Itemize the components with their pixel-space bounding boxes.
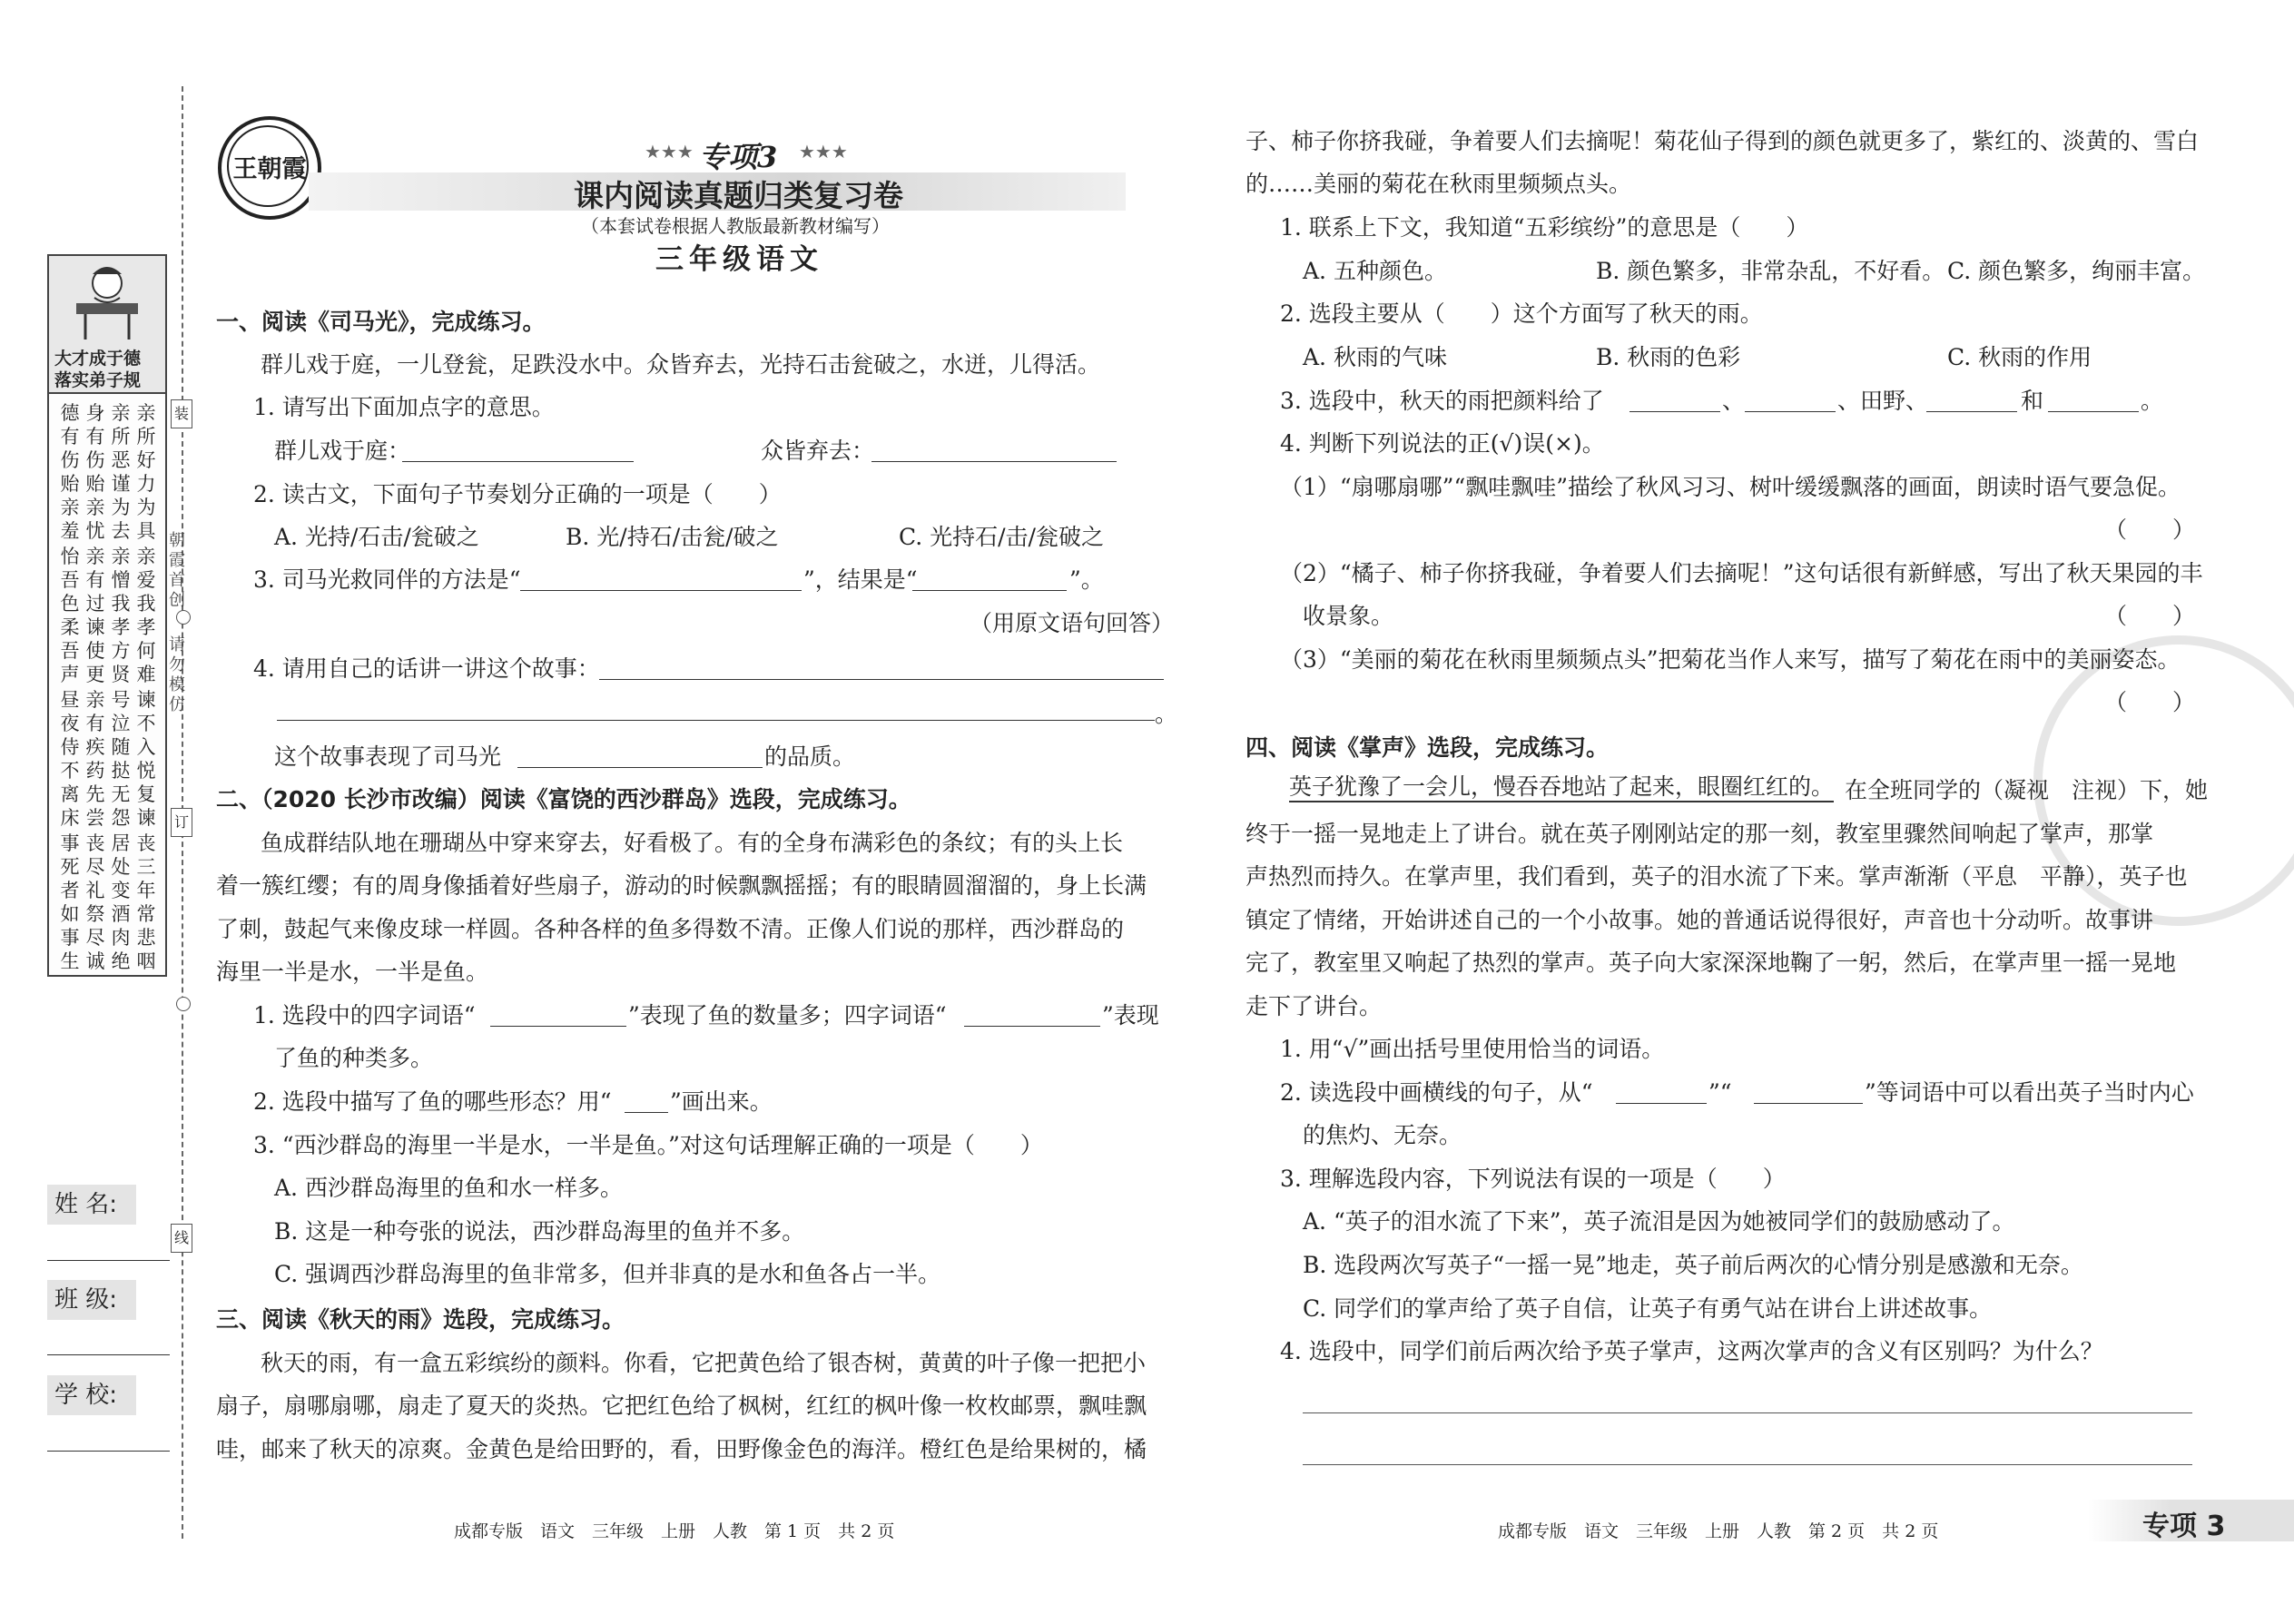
sidebar-column: 身有伤贻亲忧 — [85, 402, 105, 542]
s3-p1: 秋天的雨，有一盒五彩缤纷的颜料。你看，它把黄色给了银杏树，黄黄的叶子像一把把小 — [261, 1350, 1147, 1376]
sidebar-column: 昼夜侍不离床 — [60, 689, 80, 829]
r-s3-q3-sep3: 和 — [2021, 388, 2044, 414]
s2-p1: 鱼成群结队地在珊瑚丛中穿来穿去，好看极了。有的全身布满彩色的条纹；有的头上长 — [261, 830, 1124, 856]
sidebar-column: 事死者如事生 — [60, 832, 80, 972]
r-s3-q3-a: 3. 选段中，秋天的雨把颜料给了 — [1280, 388, 1604, 414]
s2-q1-answer-2[interactable] — [964, 1026, 1100, 1027]
r-s3-q4: 4. 判断下列说法的正(√)误(×)。 — [1280, 430, 1605, 457]
logo-text: 王朝霞 — [232, 155, 307, 183]
corner-badge: 专项 3 — [2142, 1511, 2226, 1542]
r-s3-q1-b: B. 颜色繁多，非常杂乱，不好看。 — [1596, 258, 1945, 284]
sidebar-column: 亲憎我孝方贤 — [111, 546, 131, 685]
sidebar-columns-box — [47, 392, 167, 977]
r-s3-q2-a: A. 秋雨的气味 — [1303, 344, 1447, 370]
right-footer: 成都专版 语文 三年级 上册 人教 第 2 页 共 2 页 — [1498, 1521, 1939, 1541]
binding-seal-1: 装 — [171, 399, 192, 428]
sidebar-column: 亲有疾药先尝 — [85, 689, 105, 829]
motto-line-2: 落实弟子规 — [54, 370, 142, 390]
s2-q2-a: 2. 选段中描写了鱼的哪些形态？用“ — [253, 1088, 612, 1115]
badge-stars-right: ★★★ — [799, 141, 848, 162]
r-s3-q4-2b: 收景象。 — [1303, 603, 1394, 629]
s2-q1-d: 了鱼的种类多。 — [274, 1045, 434, 1071]
s1-q3-p1: 3. 司马光救同伴的方法是“ — [253, 566, 521, 593]
s1-q2-c: C. 光持石/击/瓮破之 — [899, 524, 1104, 550]
r-s3-q3-sep1: 、 — [1722, 388, 1746, 414]
s1-q3-answer-2[interactable] — [912, 590, 1067, 591]
binding-dot-2 — [176, 997, 191, 1011]
left-footer: 成都专版 语文 三年级 上册 人教 第 1 页 共 2 页 — [454, 1521, 895, 1541]
s2-q3-b: B. 这是一种夸张的说法，西沙群岛海里的鱼并不多。 — [274, 1218, 805, 1245]
s1-q3-p2: ”，结果是“ — [803, 566, 918, 593]
sidebar-column: 丧尽礼祭尽诚 — [85, 832, 105, 972]
r-s4-p3: 声热烈而持久。在掌声里，我们看到，英子的泪水流了下来。掌声渐渐（平息 平静），英子也 — [1245, 863, 2188, 890]
r-s4-p4: 镇定了情绪，开始讲述自己的一个小故事。她的普通话说得很好，声音也十分动听。故事讲 — [1245, 907, 2154, 933]
r-s3-q3-blank-1[interactable] — [1629, 411, 1720, 412]
s1-q3-answer-1[interactable] — [520, 590, 802, 591]
r-s4-q2-d: 的焦灼、无奈。 — [1303, 1122, 1462, 1148]
s3-p2: 扇子，扇哪扇哪，扇走了夏天的炎热。它把红色给了枫树，红红的枫叶像一枚枚邮票，飘哇飘 — [216, 1393, 1147, 1419]
r-s4-p6: 走下了讲台。 — [1245, 993, 1383, 1019]
r-s4-p5: 完了，教室里又响起了热烈的掌声。英子向大家深深地鞠了一躬，然后，在掌声里一摇一晃地 — [1245, 950, 2177, 976]
name-field[interactable] — [47, 1260, 170, 1261]
s1-q4-tail-b: 的品质。 — [764, 743, 856, 770]
motto-line-1: 大才成于德 — [54, 349, 142, 369]
r-s4-q4: 4. 选段中，同学们前后两次给予英子掌声，这两次掌声的含义有区别吗？为什么？ — [1280, 1338, 2103, 1364]
grade-title: 三年级语文 — [655, 243, 823, 276]
s1-q4-answer-1[interactable] — [599, 679, 1164, 680]
s2-q1-a: 1. 选段中的四字词语“ — [253, 1002, 476, 1029]
r-p-cont2: 的……美丽的菊花在秋雨里频频点头。 — [1245, 171, 1632, 197]
r-s4-q3-b: B. 选段两次写英子“一摇一晃”地走，英子前后两次的心情分别是感激和无奈。 — [1303, 1252, 2083, 1278]
r-s3-q4-3-paren[interactable]: （ ） — [2104, 689, 2196, 715]
binding-seal-3: 线 — [171, 1224, 192, 1253]
class-label: 班 级: — [47, 1280, 136, 1320]
s2-q3-c: C. 强调西沙群岛海里的鱼非常多，但并非真的是水和鱼各占一半。 — [274, 1261, 941, 1287]
s1-q3-p3: ”。 — [1069, 566, 1104, 593]
s2-q2-b: ”画出来。 — [670, 1088, 773, 1115]
r-s4-q1: 1. 用“√”画出括号里使用恰当的词语。 — [1280, 1036, 1665, 1062]
r-s3-q4-1-paren[interactable]: （ ） — [2104, 517, 2196, 543]
s2-q3: 3. “西沙群岛的海里一半是水，一半是鱼。”对这句话理解正确的一项是（ ） — [253, 1132, 1043, 1158]
r-s4-q2-a: 2. 读选段中画横线的句子，从“ — [1280, 1079, 1593, 1106]
r-s3-q1: 1. 联系上下文，我知道“五彩缤纷”的意思是（ ） — [1280, 214, 1809, 241]
r-s4-q3-a: A. “英子的泪水流了下来”，英子流泪是因为她被同学们的鼓励感动了。 — [1303, 1208, 2015, 1235]
vertical-note-1: 朝霞首创 — [169, 531, 185, 610]
s1-text: 群儿戏于庭，一儿登瓮，足跌没水中。众皆弃去，光持石击瓮破之，水迸，儿得活。 — [261, 351, 1101, 378]
s1-q2-a: A. 光持/石击/瓮破之 — [274, 524, 479, 550]
s2-q2-underline-mark — [625, 1112, 668, 1113]
sidebar-column: 怡吾色柔吾声 — [60, 546, 80, 685]
s1-q4: 4. 请用自己的话讲一讲这个故事： — [253, 655, 600, 682]
r-s4-q4-answer-line-1[interactable] — [1303, 1412, 2192, 1413]
r-s4-p2: 终于一摇一晃地走上了讲台。就在英子刚刚站定的那一刻，教室里骤然间响起了掌声，那掌 — [1245, 821, 2154, 847]
s2-q1-b: ”表现了鱼的数量多；四字词语“ — [628, 1002, 947, 1029]
r-s3-q3-end: 。 — [2141, 388, 2164, 414]
r-s3-q4-2a: （2）“橘子、柿子你挤我碰，争着要人们去摘呢！”这句话很有新鲜感，写出了秋天果园的丰 — [1280, 560, 2203, 586]
sidebar-column: 亲爱我孝何难 — [136, 546, 156, 685]
section-4-title: 四、阅读《掌声》选段，完成练习。 — [1245, 734, 1610, 761]
r-s4-q4-answer-line-2[interactable] — [1303, 1464, 2192, 1465]
r-s3-q2: 2. 选段主要从（ ）这个方面写了秋天的雨。 — [1280, 300, 1763, 327]
logo-seal — [218, 116, 321, 220]
name-label: 姓 名: — [47, 1185, 136, 1225]
s1-q1-a: 群儿戏于庭： — [274, 438, 411, 464]
page-subtitle: （本套试卷根据人教版最新教材编写） — [581, 215, 890, 237]
r-s3-q3-blank-4[interactable] — [2048, 411, 2139, 412]
r-s4-q3: 3. 理解选段内容，下列说法有误的一项是（ ） — [1280, 1166, 1786, 1192]
s1-q2-b: B. 光/持石/击瓮/破之 — [566, 524, 779, 550]
r-s3-q4-3: （3）“美丽的菊花在秋雨里频频点头”把菊花当作人来写，描写了菊花在雨中的美丽姿态。 — [1280, 646, 2181, 673]
s1-q4-quality-answer[interactable] — [517, 767, 763, 768]
r-s3-q2-b: B. 秋雨的色彩 — [1596, 344, 1741, 370]
sidebar-column: 丧三年常悲咽 — [136, 832, 156, 972]
r-p-cont1: 子、柿子你挤我碰，争着要人们去摘呢！菊花仙子得到的颜色就更多了，紫红的、淡黄的、雪白 — [1245, 128, 2200, 154]
r-s3-q1-c: C. 颜色繁多，绚丽丰富。 — [1947, 258, 2206, 284]
r-s3-q3-blank-3[interactable] — [1926, 411, 2017, 412]
r-s3-q4-1: （1）“扇哪扇哪”“飘哇飘哇”描绘了秋风习习、树叶缓缓飘落的画面，朗读时语气要急促。 — [1280, 474, 2181, 500]
s1-q1: 1. 请写出下面加点字的意思。 — [253, 394, 555, 420]
s1-q1-b: 众皆弃去： — [761, 438, 875, 464]
sidebar-column: 亲有过谏使更 — [85, 546, 105, 685]
section-2-title: 二、（2020 长沙市改编）阅读《富饶的西沙群岛》选段，完成练习。 — [216, 786, 911, 812]
s1-q4-answer-2[interactable] — [277, 720, 1155, 721]
sidebar-column: 亲所好力为具 — [136, 402, 156, 542]
sidebar-column: 居处变酒肉绝 — [111, 832, 131, 972]
s1-q3-note: （用原文语句回答） — [970, 610, 1175, 636]
badge-stars-left: ★★★ — [645, 141, 694, 162]
s2-p3: 了刺，鼓起气来像皮球一样圆。各种各样的鱼多得数不清。正像人们说的那样，西沙群岛的 — [216, 916, 1125, 942]
class-field[interactable] — [47, 1354, 170, 1355]
sidebar-column: 号泣随挞无怨 — [111, 689, 131, 829]
school-field[interactable] — [47, 1451, 170, 1452]
r-s3-q3-sep2: 、田野、 — [1837, 388, 1929, 414]
s3-p3: 哇，邮来了秋天的凉爽。金黄色是给田野的，看，田野像金色的海洋。橙红色是给果树的，橘 — [216, 1436, 1147, 1462]
s2-q1-c: ”表现 — [1102, 1002, 1159, 1029]
r-s4-q3-c: C. 同学们的掌声给了英子自信，让英子有勇气站在讲台上讲述故事。 — [1303, 1295, 1993, 1322]
vertical-note-2: 请勿模仿 — [169, 635, 185, 714]
s2-p4: 海里一半是水，一半是鱼。 — [216, 959, 489, 985]
s1-q2: 2. 读古文，下面句子节奏划分正确的一项是（ ） — [253, 481, 782, 507]
r-s4-q2-blank-2[interactable] — [1754, 1103, 1863, 1104]
s1-q4-tail-a: 这个故事表现了司马光 — [274, 743, 502, 770]
school-label: 学 校: — [47, 1375, 136, 1415]
r-s4-p1-rest: 在全班同学的（凝视 注视）下，她 — [1845, 777, 2209, 803]
r-s3-q1-a: A. 五种颜色。 — [1303, 258, 1447, 284]
page-title: 课内阅读真题归类复习卷 — [574, 178, 903, 213]
section-1-title: 一、阅读《司马光》，完成练习。 — [216, 309, 546, 335]
s2-p2: 着一簇红缨；有的周身像插着好些扇子，游动的时候飘飘摇摇；有的眼睛圆溜溜的，身上长满 — [216, 872, 1147, 899]
r-s4-q2-blank-1[interactable] — [1616, 1103, 1707, 1104]
sidebar-figure-box — [47, 254, 167, 394]
s2-q3-a: A. 西沙群岛海里的鱼和水一样多。 — [274, 1175, 623, 1201]
binding-dot-1 — [176, 610, 191, 625]
r-s4-q2-c: ”等词语中可以看出英子当时内心 — [1865, 1079, 2194, 1106]
binding-seal-2: 订 — [171, 808, 192, 837]
sidebar-column: 亲所恶谨为去 — [111, 402, 131, 542]
r-s4-q2-b: ”“ — [1708, 1079, 1732, 1106]
r-s3-q3-blank-2[interactable] — [1745, 411, 1836, 412]
section-3-title: 三、阅读《秋天的雨》选段，完成练习。 — [216, 1306, 625, 1333]
s1-q1-a-answer[interactable] — [402, 461, 634, 462]
sidebar-column: 德有伤贻亲羞 — [60, 402, 80, 542]
s1-q4-end: 。 — [1155, 701, 1178, 727]
sidebar-column: 谏不入悦复谏 — [136, 689, 156, 829]
r-s4-p1-underlined: 英子犹豫了一会儿，慢吞吞地站了起来，眼圈红红的。 — [1289, 773, 1834, 802]
r-s3-q4-2-paren[interactable]: （ ） — [2104, 603, 2196, 629]
scholar-figure-icon — [49, 256, 165, 347]
s1-q1-b-answer[interactable] — [871, 461, 1117, 462]
header-badge: 专项3 — [699, 140, 778, 174]
r-s3-q2-c: C. 秋雨的作用 — [1947, 344, 2092, 370]
s2-q1-answer-1[interactable] — [490, 1026, 626, 1027]
